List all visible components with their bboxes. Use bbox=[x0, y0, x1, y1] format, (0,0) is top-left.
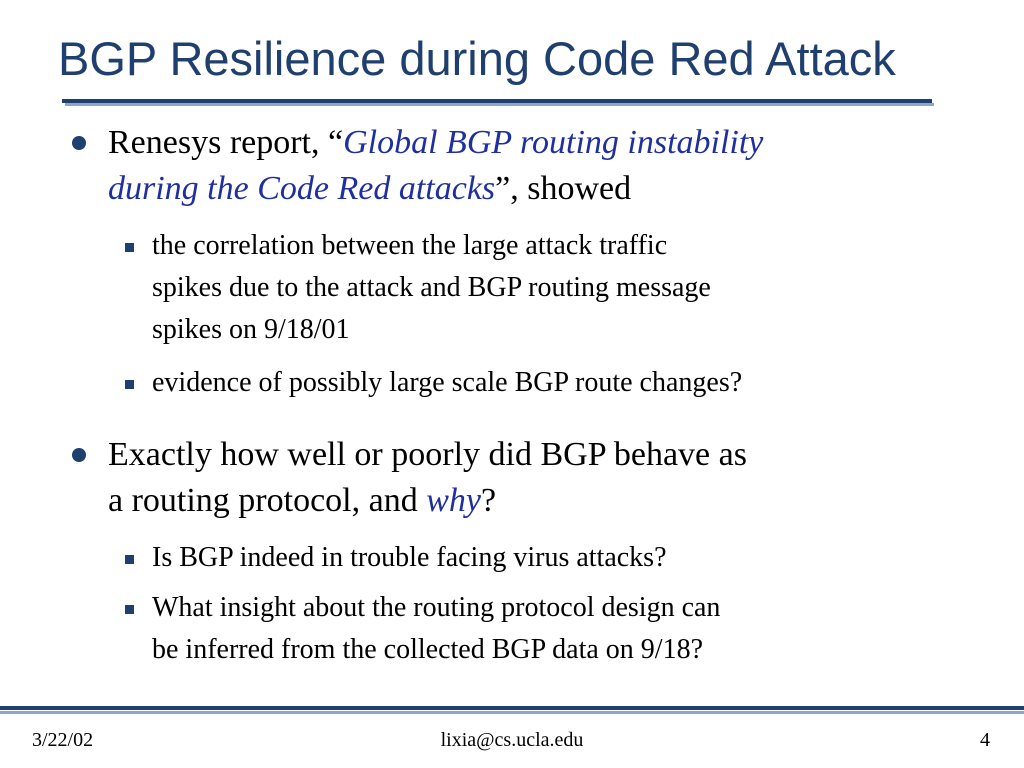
sub-bullet-1-1-line-1: the correlation between the large attack traffic bbox=[152, 230, 668, 261]
title-divider-shadow bbox=[65, 103, 934, 106]
bullet-1-report-title-a: Global BGP routing instability bbox=[343, 124, 764, 161]
footer-date: 3/22/02 bbox=[32, 729, 94, 751]
sub-bullet-1-2-line-1: evidence of possibly large scale BGP route changes? bbox=[152, 367, 743, 398]
sub-bullet-2-2-line-2: be inferred from the collected BGP data on 9/18? bbox=[152, 634, 703, 665]
bullet-1-suffix: ”, showed bbox=[495, 170, 632, 207]
footer-divider-shadow bbox=[0, 711, 1024, 714]
sub-bullet-square-icon bbox=[125, 380, 134, 389]
bullet-1-line-1 bbox=[108, 120, 988, 166]
bullet-2-line-2 bbox=[108, 478, 988, 524]
bullet-2-text: a routing protocol, and bbox=[108, 482, 427, 519]
bullet-2-line-1: Exactly how well or poorly did BGP behave as bbox=[108, 436, 747, 473]
bullet-1-report-title-b: during the Code Red attacks bbox=[108, 170, 496, 207]
sub-bullet-1-1-line-3: spikes on 9/18/01 bbox=[152, 314, 350, 345]
sub-bullet-square-icon bbox=[125, 605, 134, 614]
sub-bullet-square-icon bbox=[125, 243, 134, 252]
sub-bullet-2-1-line-1: Is BGP indeed in trouble facing virus attacks? bbox=[152, 542, 667, 573]
footer-divider bbox=[0, 706, 1024, 710]
sub-bullet-square-icon bbox=[125, 555, 134, 564]
slide-title: BGP Resilience during Code Red Attack bbox=[58, 32, 896, 85]
bullet-dot-icon bbox=[72, 448, 86, 462]
bullet-2-emphasis: why bbox=[426, 482, 481, 519]
bullet-dot-icon bbox=[72, 136, 86, 150]
bullet-1-line-2 bbox=[108, 166, 988, 212]
footer-email: lixia@cs.ucla.edu bbox=[440, 729, 584, 751]
footer-page-number: 4 bbox=[980, 729, 990, 751]
sub-bullet-1-1-line-2: spikes due to the attack and BGP routing message bbox=[152, 272, 711, 303]
sub-bullet-2-2-line-1: What insight about the routing protocol design can bbox=[152, 592, 721, 623]
bullet-1-prefix: Renesys report, “ bbox=[108, 124, 344, 161]
bullet-2-question-mark: ? bbox=[480, 482, 497, 519]
